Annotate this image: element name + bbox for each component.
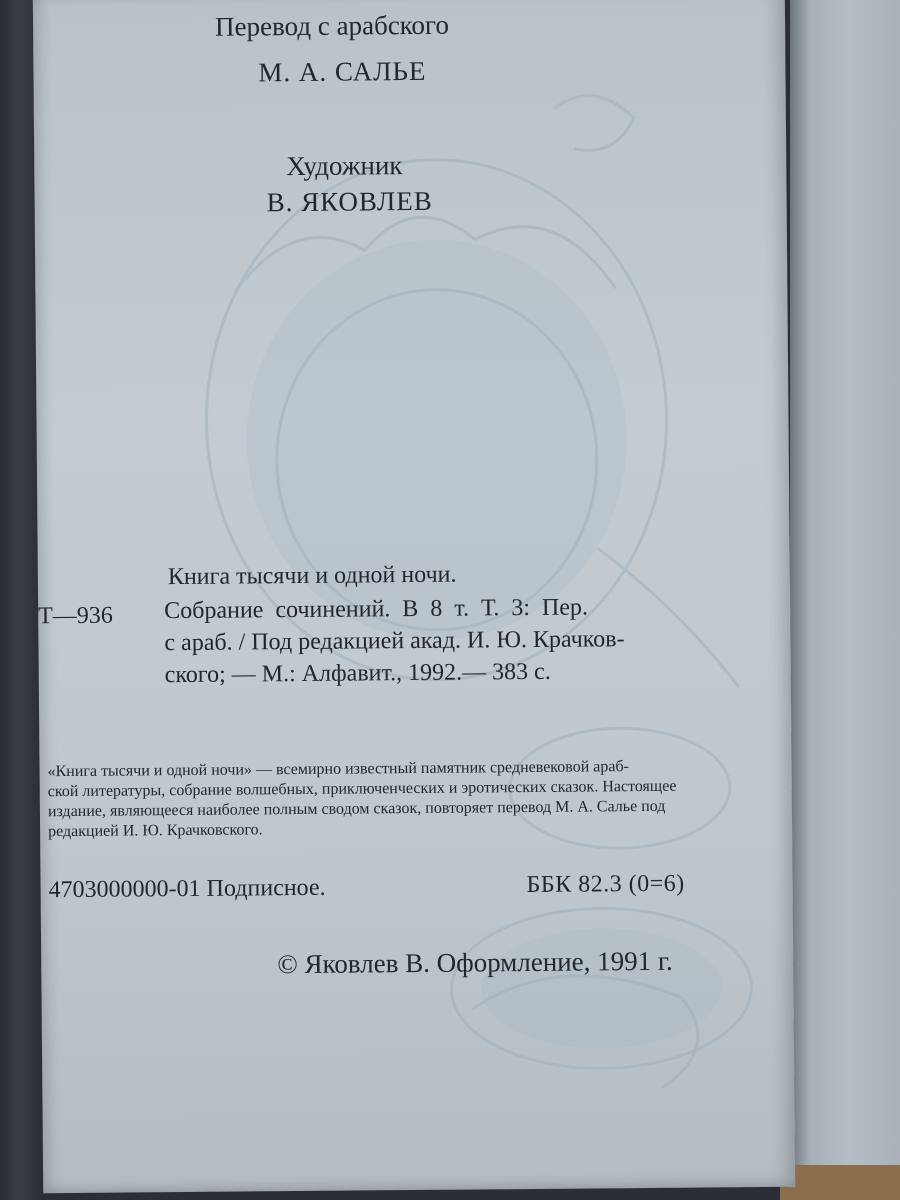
facing-page-edge [790, 0, 900, 1200]
copyright-line: © Яковлев В. Оформление, 1991 г. [277, 945, 673, 980]
book-title-line: Книга тысячи и одной ночи. [167, 561, 457, 591]
annotation-line: редакцией И. Ю. Крачковского. [48, 821, 263, 841]
artist-label: Художник [286, 150, 403, 182]
annotation-line: «Книга тысячи и одной ночи» — всемирно известный памятник средневековой араб- [47, 758, 629, 781]
annotation-line: ской литературы, собрание волшебных, приключенческих и эротических сказок. Настоящее [47, 777, 677, 801]
bibliography-line: Собрание сочинений. В 8 т. Т. 3: Пер. [164, 594, 589, 625]
catalog-code: Т—936 [38, 602, 113, 630]
artist-name: В. ЯКОВЛЕВ [266, 185, 433, 218]
title-verso-page [33, 0, 795, 1193]
bbk-code: ББК 82.3 (0=6) [526, 870, 685, 899]
translator-name: М. А. САЛЬЕ [258, 55, 427, 88]
book-cover-edge [780, 1165, 900, 1200]
bibliography-line: ского; — М.: Алфавит., 1992.— 383 с. [164, 658, 551, 689]
annotation-line: издание, являющееся наиболее полным сводом сказок, повторяет перевод М. А. Салье под [47, 797, 666, 821]
translation-label: Перевод с арабского [214, 9, 450, 42]
bibliography-line: с араб. / Под редакцией акад. И. Ю. Крачков- [164, 626, 625, 657]
isbn-line: 4703000000-01 Подписное. [48, 874, 326, 904]
